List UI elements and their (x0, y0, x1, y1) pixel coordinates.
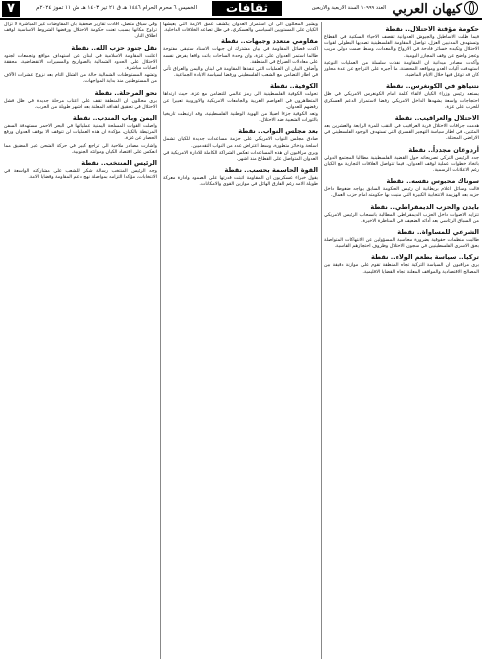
article-paragraph: صادق مجلس النواب الامريكي على حزمة مساعدات جديدة للكيان تشمل اسلحة وذخائر متطورة، وسط اعتراض عدد من النواب التقدميين. (163, 137, 318, 149)
article-headline: القوة الحاسمة بحسب.. نقطة (224, 166, 318, 175)
article-paragraph: تحولت الكوفية الفلسطينية الى رمز عالمي للتضامن مع غزة، حيث ارتداها المتظاهرون في العواصم الغربية والجامعات الامريكية والاوروبية تعبيرا عن رفضهم للعدوان. (163, 92, 318, 110)
article-headline: بايدن والحزب الديمقراطي.. نقطة (370, 202, 479, 211)
article-headline: حكومة مؤقتة الاحتلال.. نقطة (385, 25, 479, 33)
article-paragraph: قالت وسائل اعلام بريطانية ان رئيس الحكومة السابق يواجه ضغوطا داخل حزبه بعد الهزيمة الانتخابية الكبيرة التي منيت بها حكومته امام حزب العمال. (324, 187, 479, 199)
article-paragraph: واشارت مصادر ملاحية الى تراجع كبير في حركة الشحن عبر المضيق مما انعكس على اقتصاد الكيان وموانئه الجنوبية. (4, 143, 157, 155)
article-paragraph: وتعد الكوفية جزءا اصيلا من الهوية الوطنية الفلسطينية، وقد ارتبطت تاريخيا بالثورات الشعبية ضد الاحتلال. (163, 112, 318, 124)
article-headline: اليمن وباب المندب.. نقطة (72, 114, 157, 123)
article-headline: الاحتلال والعراقيب.. نقطة (394, 114, 479, 123)
article-paragraph: وأكدت مصادر ميدانية ان المقاومة نفذت سلسلة من العمليات النوعية استهدفت آليات العدو ومواقعه المحصنة، ما أجبره على التراجع عن عدة محاور كان قد توغل فيها خلال الايام الماضية. (324, 60, 479, 79)
article-paragraph: يستعد رئيس وزراء الكيان لالقاء كلمة امام الكونغرس الامريكي في ظل احتجاجات واسعة يشهدها الداخل الامريكي رفضا لاستمرار الدعم العسكري للحرب على غزة. (324, 92, 479, 110)
article-headline: نحو المرحلة.. نقطة (94, 88, 157, 97)
article-paragraph: فيما ظلت الاساطيل والجيوش العدوانية تقصف الاحياء السكنية في القطاع وتستهدف المدنيين العزل، تواصل المقاومة الفلسطينية تصديها البطولي لقوات الاحتلال وتكبده خسائر فادحة في الارواح والمعدات، وسط صمت دولي مريب وعجز واضح عن وقف المجازر اليومية. (324, 35, 479, 59)
article-column-middle (163, 22, 318, 659)
article-headline: مقاومي متعدد وجبهات.. نقطة (221, 37, 318, 46)
article-paragraph: وأضاف البيان ان العمليات التي تنفذها المقاومة في لبنان واليمن والعراق تأتي في اطار التضامن مع الشعب الفلسطيني ورفضا لسياسة الابادة الجماعية. (163, 67, 318, 79)
article-paragraph: ويشير المحللون الى ان استمرار العدوان يكشف عمق الازمة التي يعيشها الكيان على المستويين السياسي والعسكري، في ظل تصاعد الخلافات الداخلية. (163, 22, 318, 34)
article-paragraph: جدد الرئيس التركي تصريحاته حول القضية الفلسطينية مطالبا المجتمع الدولي باتخاذ خطوات عملية لوقف العدوان، فيما تتواصل العلاقات التجارية مع الكيان رغم الاعلانات الرسمية. (324, 155, 479, 174)
article-paragraph: ويرى مراقبون ان هذه المساعدات تعكس الشراكة الكاملة للادارة الامريكية في العدوان المتواصل على القطاع منذ اشهر. (163, 150, 318, 163)
article-paragraph: اعلنت المقاومة الاسلامية في لبنان عن استهداف مواقع وتجمعات لجنود الاحتلال على الحدود الشمالية بالصواريخ والمسيرات الانقضاضية، محققة اصابات مباشرة. (4, 53, 157, 72)
article-column-right (324, 22, 479, 659)
article-headline: أردوغان مجدداً.. نقطة (408, 145, 479, 154)
article-paragraph: تتزايد الاصوات داخل الحزب الديمقراطي المطالبة بانسحاب الرئيس الامريكي من السباق الرئاسي بعد أدائه الضعيف في المناظرة الاخيرة. (324, 212, 479, 224)
article-paragraph: وجه الرئيس المنتخب رسالة شكر للشعب على مشاركته الواسعة في الانتخابات، مؤكدا التزامه بمواصلة نهج دعم المقاومة وقضايا الامة. (4, 169, 157, 181)
article-paragraph: وتشهد المستوطنات الشمالية حالة من الشلل التام بعد نزوح عشرات الآلاف من المستوطنين منذ بداية المواجهات. (4, 73, 157, 85)
page-number: ٧ (2, 1, 20, 17)
article-headline: بعد مجلس النواب.. نقطة (238, 127, 318, 136)
article-paragraph: واصلت القوات المسلحة اليمنية عملياتها في البحر الاحمر مستهدفة السفن المرتبطة بالكيان، مؤكدة ان هذه العمليات لن تتوقف الا بوقف العدوان ورفع الحصار عن غزة. (4, 124, 157, 142)
issue-info: العدد ١٠٩٩٩ السنة الاربعية والاربعين (311, 5, 386, 11)
column-rule (160, 22, 161, 659)
article-paragraph: وفي سياق متصل، افادت تقارير صحفية بان المفاوضات غير المباشرة لا تزال تراوح مكانها بسبب تعنت حكومة الاحتلال ورفضها الشروط الاساسية لوقف اطلاق النار. (4, 22, 157, 40)
article-headline: الكوفية.. نقطة (270, 82, 318, 91)
dateline: الخميس ٦ محرم الحرام ١٤٤٦ هـ ق ٢١ تير ١٤٠٣ هـ ش ١١ تموز ٢٠٢٤م (36, 5, 197, 11)
article-headline: تركيا.. سياسة بطعم الولاء.. نقطة (371, 253, 479, 262)
article-paragraph: يرى محللون ان المنطقة تقف على اعتاب مرحلة جديدة في ظل فشل الاحتلال في تحقيق اهدافه المعلنة بعد اشهر طويلة من الحرب. (4, 98, 157, 110)
article-headline: الرئيس المنتخب.. نقطة (81, 159, 157, 168)
globe-icon (464, 1, 478, 15)
article-headline: سوناك محبوس نفسه.. نقطة (386, 177, 479, 186)
article-paragraph: اكدت فصائل المقاومة في بيان مشترك ان جبهات الاسناد ستبقى مفتوحة طالما استمر العدوان على غزة، وان وحدة الساحات باتت واقعا يفرض نفسه على معادلات الصراع في المنطقة. (163, 47, 318, 65)
article-headline: الشرعي للمساواة.. نقطة (397, 228, 479, 237)
article-paragraph: يرى مراقبون ان السياسة التركية تجاه المنطقة تقوم على موازنة دقيقة بين المصالح الاقتصادية والمواقف المعلنة تجاه القضايا الاقليمية. (324, 263, 479, 275)
masthead (0, 0, 482, 20)
section-title: ثقافات (212, 1, 282, 16)
newspaper-logo (392, 1, 478, 17)
article-headline: نقل جنود حزب الله.. نقطة (71, 43, 157, 52)
article-paragraph: هدمت جرافات الاحتلال قرية العراقيب في النقب للمرة الرابعة والعشرين بعد المئتين، في اطار سياسة التهجير القسري التي تستهدف الوجود الفلسطيني في الاراضي المحتلة. (324, 124, 479, 142)
article-paragraph: طالبت منظمات حقوقية بضرورة محاسبة المسؤولين عن الانتهاكات المتواصلة بحق الاسرى الفلسطينيين في سجون الاحتلال وظروف احتجازهم القاسية. (324, 238, 479, 250)
article-column-left (4, 22, 157, 659)
column-rule (321, 22, 322, 659)
article-paragraph: يقول خبراء عسكريون ان المقاومة اثبتت قدرتها على الصمود وادارة معركة طويلة الامد رغم الفارق الهائل في موازين القوى والامكانات. (163, 176, 318, 188)
logo-text: كيهان العربي (392, 2, 462, 17)
article-headline: نتنياهو في الكونغرس.. نقطة (385, 82, 479, 91)
